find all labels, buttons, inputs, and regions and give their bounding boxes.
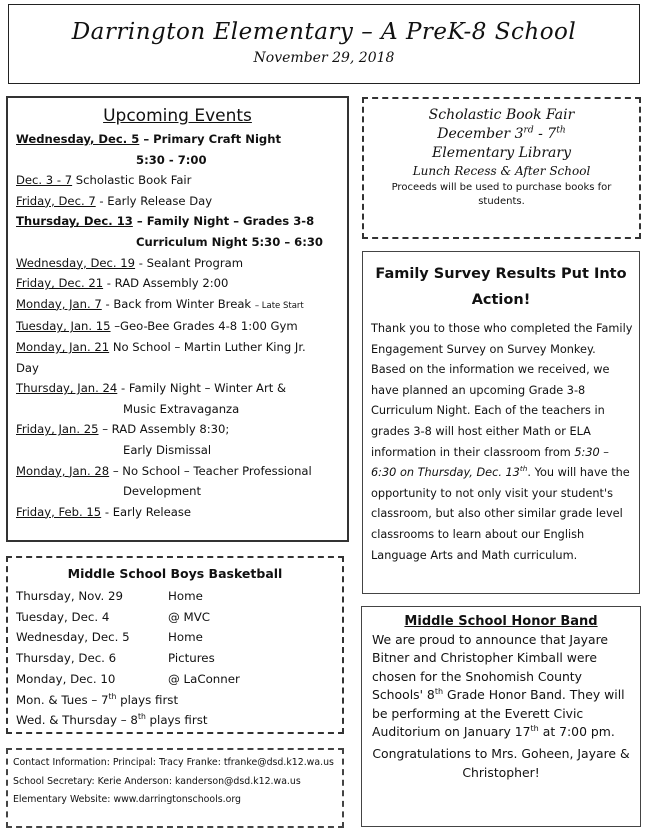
event-text: Development <box>123 484 202 499</box>
game-date: Tuesday, Dec. 4 <box>16 609 110 624</box>
game-row <box>8 586 342 607</box>
event-text: Curriculum Night 5:30 – 6:30 <box>136 234 323 249</box>
game-date: Thursday, Dec. 6 <box>16 651 117 666</box>
upcoming-events-box <box>6 96 349 542</box>
event-text: 5:30 - 7:00 <box>136 152 207 167</box>
event-row <box>8 358 347 379</box>
event-text: - RAD Assembly 2:00 <box>103 276 229 291</box>
event-date: Monday, Jan. 21 <box>16 339 110 354</box>
event-text: – RAD Assembly 8:30; <box>98 422 230 437</box>
game-row <box>8 627 342 648</box>
book-fair-location: Elementary Library <box>432 145 571 161</box>
event-row <box>8 502 347 523</box>
event-row <box>8 419 347 440</box>
event-row <box>8 170 347 191</box>
event-date: Wednesday, Dec. 5 <box>16 132 140 146</box>
event-row <box>8 316 347 337</box>
game-date: Wednesday, Dec. 5 <box>16 630 130 645</box>
event-text: No School – Martin Luther King Jr. <box>109 339 306 354</box>
school-title: Darrington Elementary – A PreK-8 School <box>71 19 577 45</box>
game-date: Thursday, Nov. 29 <box>16 589 123 603</box>
event-text: Day <box>16 360 39 375</box>
event-row <box>8 253 347 274</box>
event-date: Friday, Dec. 21 <box>16 276 104 291</box>
band-congratulations: Congratulations to Mrs. Goheen, Jayare & Christopher! <box>372 746 630 780</box>
book-fair-title: Scholastic Book Fair <box>428 107 575 123</box>
game-location: @ LaConner <box>168 671 240 686</box>
event-list <box>8 129 347 522</box>
event-row <box>8 273 347 294</box>
family-survey-box <box>362 251 640 594</box>
event-date: Monday, Jan. 7 <box>16 296 102 311</box>
game-schedule <box>8 586 342 690</box>
events-heading: Upcoming Events <box>103 106 252 126</box>
game-date: Monday, Dec. 10 <box>16 671 116 686</box>
event-text: Scholastic Book Fair <box>72 173 192 188</box>
game-location: Home <box>168 589 203 603</box>
event-row <box>8 211 347 232</box>
event-row <box>8 150 347 171</box>
event-text: – No School – Teacher Professional <box>109 463 312 478</box>
book-fair-dates: December 3rd - 7th <box>437 125 566 142</box>
band-heading: Middle School Honor Band <box>404 614 598 629</box>
event-text: - Back from Winter Break <box>101 296 255 311</box>
event-row <box>8 399 347 420</box>
event-date: Friday, Dec. 7 <box>16 193 96 208</box>
event-date: Friday, Jan. 25 <box>16 422 99 437</box>
event-text: – Primary Craft Night <box>139 132 282 146</box>
game-location: @ MVC <box>168 609 211 624</box>
band-body: We are proud to announce that Jayare Bitner and Christopher Kimball were chosen for the Snohomish County Schools' 8th Grade Honor Band. They will be performing at the Everett Civic Auditorium on January 17th at 7:00 pm. <box>372 632 625 740</box>
event-date: Thursday, Dec. 13 <box>16 214 133 229</box>
game-location: Home <box>168 630 203 645</box>
event-date: Dec. 3 - 7 <box>16 173 73 188</box>
book-fair-proceeds: Proceeds will be used to purchase books for students. <box>391 182 612 207</box>
newsletter-date: November 29, 2018 <box>253 50 395 66</box>
event-text: - Family Night – Winter Art & <box>117 381 287 396</box>
contact-website: Elementary Website: www.darringtonschools.org <box>13 794 241 806</box>
event-text: - Early Release <box>101 504 191 519</box>
game-row <box>8 669 342 690</box>
event-date: Thursday, Jan. 24 <box>16 381 118 396</box>
event-row <box>8 294 347 317</box>
event-text: - Early Release Day <box>95 193 213 208</box>
event-text: –Geo-Bee Grades 4-8 1:00 Gym <box>110 319 298 334</box>
game-row <box>8 607 342 628</box>
event-row <box>8 129 347 150</box>
event-row <box>8 337 347 358</box>
event-note: – Late Start <box>254 300 304 311</box>
book-fair-box <box>362 97 641 239</box>
survey-heading: Family Survey Results Put Into Action! <box>375 266 627 308</box>
contact-box <box>6 748 344 828</box>
honor-band-box <box>361 606 641 827</box>
event-text: Music Extravaganza <box>123 401 240 416</box>
book-fair-times: Lunch Recess & After School <box>412 164 591 178</box>
basketball-note-2: Wed. & Thursday – 8th plays first <box>16 712 208 728</box>
event-text: – Family Night – Grades 3-8 <box>132 214 315 229</box>
event-row <box>8 232 347 253</box>
event-date: Tuesday, Jan. 15 <box>16 319 111 334</box>
game-location: Pictures <box>168 651 215 666</box>
event-text: - Sealant Program <box>135 255 244 270</box>
event-row <box>8 440 347 461</box>
survey-body: Thank you to those who completed the Family Engagement Survey on Survey Monkey. Based on the information we received, we have planned an upcoming Grade 3-8 Curriculum Night. Each of the teachers in grades 3-8 will host either Math or ELA information in their classroom from 5:30 – 6:30 on Thursday, Dec. 13th. You will have the opportunity to not only visit your student's classroom, but also other similar grade level classrooms to learn about our English Language Arts and Math curriculum. <box>371 322 633 562</box>
event-row <box>8 461 347 482</box>
event-date: Wednesday, Dec. 19 <box>16 255 136 270</box>
basketball-heading: Middle School Boys Basketball <box>67 566 283 581</box>
event-date: Monday, Jan. 28 <box>16 463 110 478</box>
event-text: Early Dismissal <box>123 442 212 457</box>
event-date: Friday, Feb. 15 <box>16 504 102 519</box>
basketball-box <box>6 556 344 734</box>
contact-secretary: School Secretary: Kerie Anderson: kanderson@dsd.k12.wa.us <box>13 775 301 787</box>
event-row <box>8 191 347 212</box>
event-row <box>8 378 347 399</box>
basketball-note-1: Mon. & Tues – 7th plays first <box>16 691 179 707</box>
event-row <box>8 481 347 502</box>
contact-principal: Contact Information: Principal: Tracy Franke: tfranke@dsd.k12.wa.us <box>13 757 334 768</box>
newsletter-header <box>8 4 640 84</box>
game-row <box>8 648 342 669</box>
